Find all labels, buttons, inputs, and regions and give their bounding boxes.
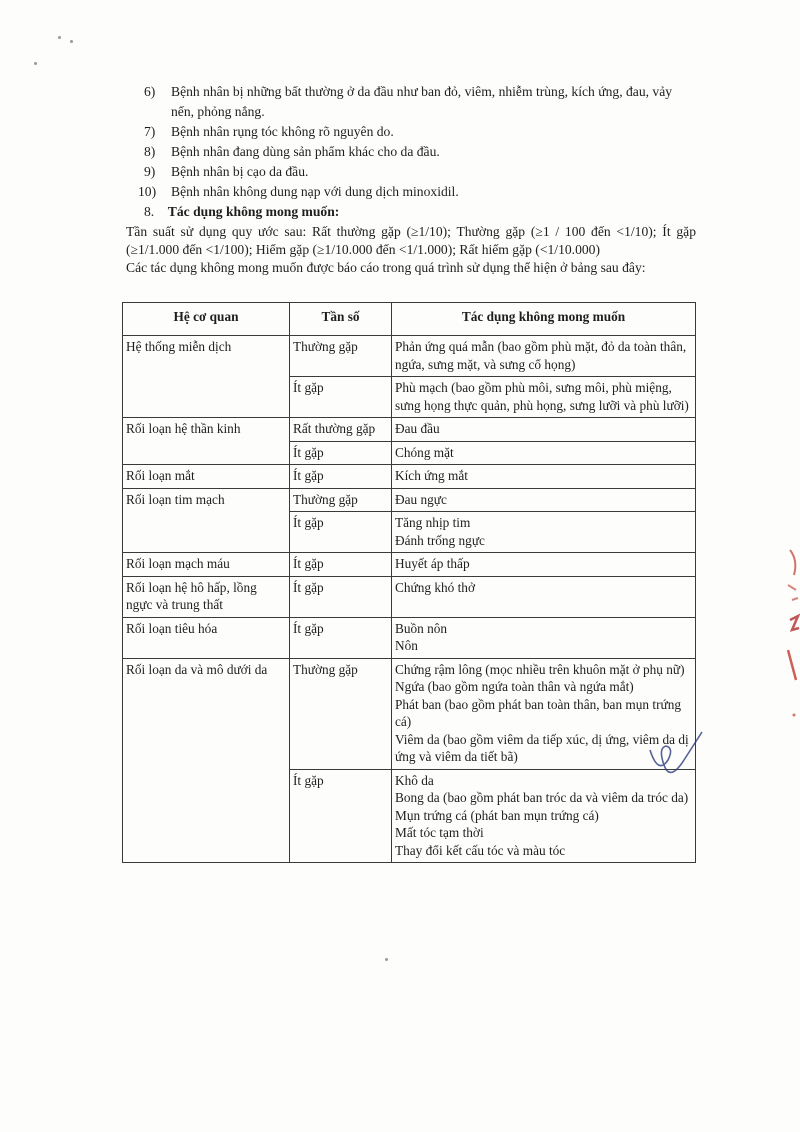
frequency-cell: Rất thường gặp (290, 418, 392, 442)
table-row (123, 658, 696, 769)
effect-cell: Đau ngực (392, 488, 696, 512)
effect-cell: Chứng khó thở (392, 576, 696, 617)
header-system: Hệ cơ quan (123, 303, 290, 336)
effect-cell: Huyết áp thấp (392, 553, 696, 577)
frequency-cell: Ít gặp (290, 512, 392, 553)
frequency-cell: Ít gặp (290, 377, 392, 418)
header-frequency: Tần số (290, 303, 392, 336)
scan-speck (34, 62, 37, 65)
frequency-cell: Ít gặp (290, 465, 392, 489)
frequency-cell: Ít gặp (290, 769, 392, 863)
table-row (123, 488, 696, 512)
system-cell: Rối loạn tiêu hóa (123, 617, 290, 658)
frequency-cell: Thường gặp (290, 658, 392, 769)
contraindication-list (126, 82, 696, 277)
adverse-effects-table (122, 302, 696, 863)
frequency-cell: Ít gặp (290, 617, 392, 658)
effect-cell: Khô da Bong da (bao gồm phát ban tróc da và viêm da tróc da) Mụn trứng cá (phát ban mụn trứng cá) Mất tóc tạm thời Thay đổi kết cấu tóc và màu tóc (392, 769, 696, 863)
frequency-paragraph: Tần suất sử dụng quy ước sau: Rất thường gặp (≥1/10); Thường gặp (≥1 / 100 đến <1/10); Ít gặp (≥1/1.000 đến <1/100); Hiếm gặp (≥1/10.000 đến <1/1.000); Rất hiếm gặp (<1/10.000) (126, 224, 696, 257)
section-number: 8. (144, 204, 155, 219)
frequency-cell: Ít gặp (290, 576, 392, 617)
table-row (123, 617, 696, 658)
system-cell: Rối loạn hệ thần kinh (123, 418, 290, 465)
stamp-fragment-icon (760, 540, 800, 740)
table-row (123, 465, 696, 489)
system-cell: Hệ thống miễn dịch (123, 336, 290, 418)
scan-speck (385, 958, 388, 961)
list-item: 9) Bệnh nhân bị cạo da đầu. (144, 164, 309, 179)
system-cell: Rối loạn tim mạch (123, 488, 290, 553)
intro-paragraph: Các tác dụng không mong muốn được báo cáo trong quá trình sử dụng thể hiện ở bảng sau đây: (126, 260, 646, 275)
table-row (123, 576, 696, 617)
table-header-row (123, 303, 696, 336)
list-item: 6) Bệnh nhân bị những bất thường ở da đầu như ban đỏ, viêm, nhiễm trùng, kích ứng, đau, vảy nến, phỏng nắng. (144, 84, 673, 119)
frequency-cell: Ít gặp (290, 553, 392, 577)
system-cell: Rối loạn mắt (123, 465, 290, 489)
effect-cell: Đau đầu (392, 418, 696, 442)
frequency-cell: Thường gặp (290, 336, 392, 377)
handwritten-initial-icon (640, 720, 710, 790)
header-effect: Tác dụng không mong muốn (392, 303, 696, 336)
frequency-cell: Thường gặp (290, 488, 392, 512)
effect-cell: Phản ứng quá mẫn (bao gồm phù mặt, đỏ da toàn thân, ngứa, sưng mặt, và sưng cổ họng) (392, 336, 696, 377)
frequency-cell: Ít gặp (290, 441, 392, 465)
effect-cell: Phù mạch (bao gồm phù môi, sưng môi, phù miệng, sưng họng thực quản, phù họng, sưng lưỡi và phù lưỡi) (392, 377, 696, 418)
table-row (123, 553, 696, 577)
effect-cell: Tăng nhịp tim Đánh trống ngực (392, 512, 696, 553)
list-item: 8) Bệnh nhân đang dùng sản phẩm khác cho da đầu. (144, 144, 440, 159)
effect-cell: Kích ứng mắt (392, 465, 696, 489)
effect-cell: Chứng rậm lông (mọc nhiều trên khuôn mặt ở phụ nữ) Ngứa (bao gồm ngứa toàn thân và ngứa mắt) Phát ban (bao gồm phát ban toàn thân, ban mụn trứng cá) Viêm da (bao gồm viêm da tiếp xúc, dị ứng, viêm da dị ứng và viêm da tiết bã) (392, 658, 696, 769)
system-cell: Rối loạn hệ hô hấp, lồng ngực và trung thất (123, 576, 290, 617)
table-row (123, 418, 696, 442)
table-row (123, 336, 696, 377)
list-item: 7) Bệnh nhân rụng tóc không rõ nguyên do. (144, 124, 394, 139)
effect-cell: Buồn nôn Nôn (392, 617, 696, 658)
section-title: Tác dụng không mong muốn: (167, 204, 340, 219)
list-item: 10) Bệnh nhân không dung nạp với dung dịch minoxidil. (138, 184, 459, 199)
section-heading (126, 202, 696, 222)
system-cell: Rối loạn mạch máu (123, 553, 290, 577)
system-cell: Rối loạn da và mô dưới da (123, 658, 290, 863)
scan-speck (70, 40, 73, 43)
effect-cell: Chóng mặt (392, 441, 696, 465)
scan-speck (58, 36, 61, 39)
